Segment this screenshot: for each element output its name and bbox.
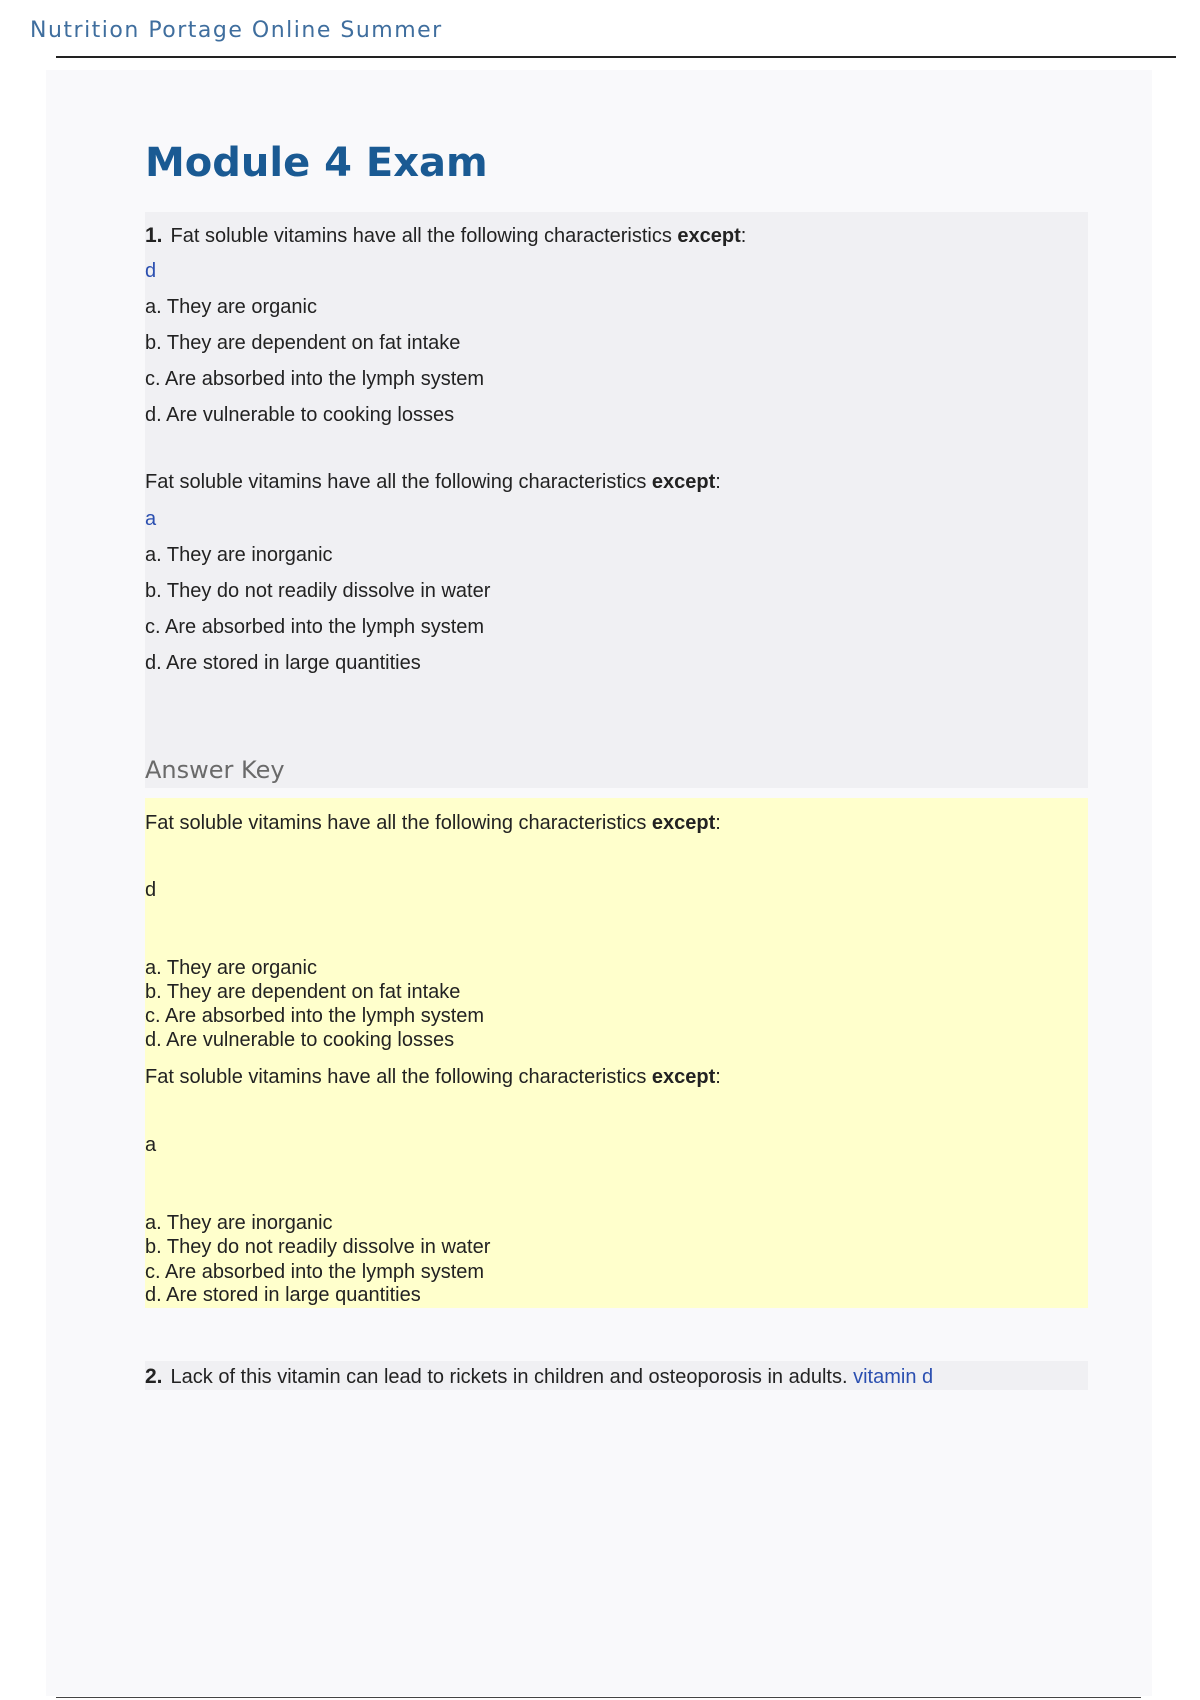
- question-keyword: except: [651, 471, 716, 493]
- page-title: Module 4 Exam: [145, 140, 488, 186]
- question-1-answer: d: [145, 260, 157, 282]
- question-2-answer: vitamin d: [853, 1366, 934, 1388]
- key-stem-tail: :: [715, 812, 721, 834]
- key-keyword: except: [651, 1066, 716, 1088]
- key-option: d. Are vulnerable to cooking losses: [145, 1029, 455, 1051]
- document-header: Nutrition Portage Online Summer: [30, 18, 443, 43]
- key-option: c. Are absorbed into the lymph system: [145, 1261, 485, 1283]
- question-2-stem: [145, 1366, 933, 1387]
- key-option: b. They do not readily dissolve in water: [145, 1236, 491, 1258]
- key-item-stem: [145, 1067, 721, 1087]
- option-item: d. Are vulnerable to cooking losses: [145, 404, 455, 426]
- question-stem-tail: :: [740, 225, 747, 247]
- question-1b-stem: [145, 472, 721, 492]
- key-option: a. They are inorganic: [145, 1212, 333, 1234]
- key-option: d. Are stored in large quantities: [145, 1284, 421, 1306]
- key-option: c. Are absorbed into the lymph system: [145, 1005, 485, 1027]
- option-item: a. They are organic: [145, 296, 317, 318]
- option-item: a. They are inorganic: [145, 544, 333, 566]
- question-number: 2.: [145, 1365, 163, 1388]
- key-stem-text: Fat soluble vitamins have all the following characteristics: [145, 1066, 647, 1088]
- header-divider: [56, 56, 1176, 58]
- option-item: d. Are stored in large quantities: [145, 652, 421, 674]
- question-stem-text: Fat soluble vitamins have all the following characteristics: [170, 225, 672, 247]
- key-option: a. They are organic: [145, 957, 317, 979]
- key-stem-text: Fat soluble vitamins have all the following characteristics: [145, 812, 647, 834]
- key-stem-tail: :: [715, 1066, 721, 1088]
- option-item: c. Are absorbed into the lymph system: [145, 616, 485, 638]
- option-item: b. They are dependent on fat intake: [145, 332, 461, 354]
- question-2-text: Lack of this vitamin can lead to rickets in children and osteoporosis in adults.: [170, 1366, 848, 1388]
- question-stem-text: Fat soluble vitamins have all the following characteristics: [145, 471, 647, 493]
- footer-divider: [56, 1697, 1141, 1698]
- key-option: b. They are dependent on fat intake: [145, 981, 461, 1003]
- key-answer: a: [145, 1134, 157, 1156]
- key-answer: d: [145, 879, 157, 901]
- key-keyword: except: [651, 812, 716, 834]
- option-item: b. They do not readily dissolve in water: [145, 580, 491, 602]
- question-keyword: except: [677, 225, 741, 247]
- answer-key-heading: Answer Key: [145, 756, 285, 784]
- question-number: 1.: [145, 224, 163, 247]
- option-item: c. Are absorbed into the lymph system: [145, 368, 485, 390]
- question-stem-tail: :: [715, 471, 721, 493]
- key-item-stem: [145, 813, 721, 833]
- question-1b-answer: a: [145, 508, 157, 530]
- question-1-stem: [145, 225, 746, 246]
